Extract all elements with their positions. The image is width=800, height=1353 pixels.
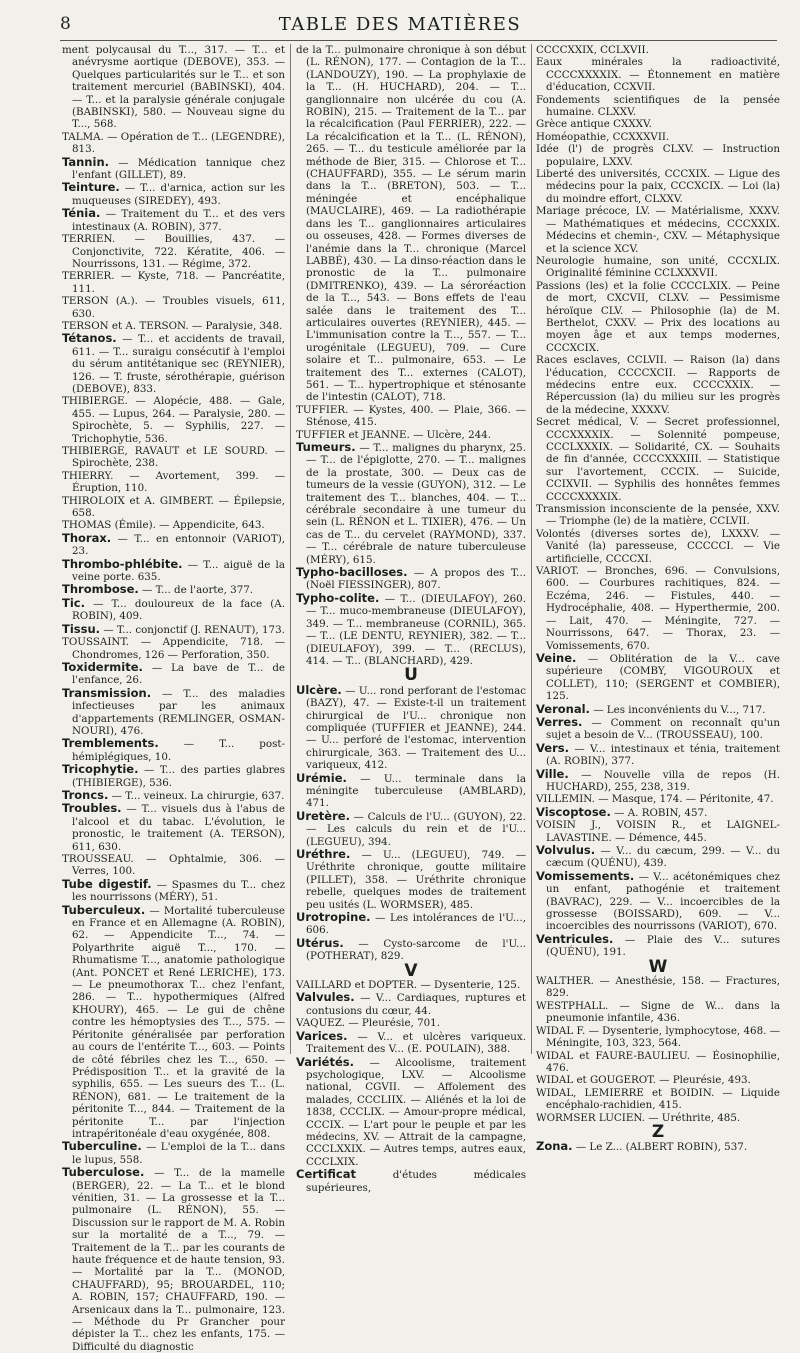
entry-text: THIBIERGE. — Alopécie, 488. — Gale, 455. — Lupus, 264. — Paralysie, 280. — Spirochète, 5. — Syphilis, 227. — Trichophytie, 536.	[62, 395, 285, 445]
index-entry	[62, 763, 285, 789]
entry-text: — U... terminale dans la méningite tuberculeuse (AMBLARD), 471.	[306, 772, 526, 810]
section-letter: V	[404, 960, 418, 981]
entry-text: Volontés (diverses sortes de), LXXXV. — Vanité (la) paresseuse, CCCCCI. — Vie artificielle, CCCCXI.	[536, 527, 780, 565]
entry-headword: Uréthre.	[296, 847, 351, 861]
entry-text: — T... (DIEULAFOY), 260. — T... muco-membraneuse (DIEULAFOY), 349. — T... membraneuse (CORNIL), 365. — T... (LE DENTU, REYNIER), 382. — T... (DIEULAFOY), 399. — T... (RECLUS), 414. — T... (BLANCHARD), 429.	[306, 592, 526, 667]
entry-text: Homéopathie, CCXXXVII.	[536, 130, 670, 143]
entry-headword: Typho-bacilloses.	[296, 565, 408, 580]
index-entry	[536, 528, 780, 565]
entry-text: THOMAS (Émile). — Appendicite, 643.	[62, 519, 265, 532]
index-entry	[296, 592, 526, 667]
entry-headword: Ville.	[536, 766, 569, 781]
index-entry	[536, 716, 780, 742]
index-entry	[296, 44, 526, 404]
index-entry	[536, 44, 780, 56]
entry-text: — Traitement du T... et des vers intestinaux (A. ROBIN), 377.	[72, 208, 286, 233]
index-entry	[536, 94, 780, 119]
entry-headword: Troubles.	[62, 801, 122, 816]
index-entry	[62, 583, 285, 596]
index-entry	[62, 332, 285, 395]
entry-text: TUFFIER et JEANNE. — Ulcère, 244.	[296, 428, 492, 441]
index-entry	[296, 566, 526, 592]
entry-headword: Variétés.	[296, 1054, 354, 1069]
index-entry	[536, 1087, 780, 1112]
entry-text: — Les inconvénients du V..., 717.	[593, 703, 766, 716]
index-entry	[62, 737, 285, 763]
index-entry	[296, 937, 526, 963]
entry-text: — Calculs de l'U... (GUYON), 22. — Les calculs du rein et de l'U... (LEGUEU), 394.	[306, 810, 526, 848]
entry-text: WIDAL et FAURE-BAULIEU. — Éosinophilie, 476.	[536, 1049, 780, 1074]
entry-text: — Médication tannique chez l'enfant (GILLET), 89.	[72, 156, 285, 182]
index-entry	[296, 1030, 526, 1056]
index-entry	[536, 118, 780, 130]
entry-text: VARIOT. — Bronches, 696. — Convulsions, 600. — Courbures rachitiques, 824. — Eczéma, 246. — Fistules, 440. — Hydrocéphalie, 408. — Hyperthermie, 200. — Lait, 470. — Méningite, 727. — Nourrissons, 647. — Thorax, 23. — Vomissements, 670.	[536, 565, 780, 652]
entry-text: — T... de l'aorte, 377.	[142, 584, 254, 597]
entry-text: — T... d'arnica, action sur les muqueuses (SIREDEY), 493.	[72, 182, 285, 207]
index-entry	[296, 1056, 526, 1169]
index-entry	[536, 768, 780, 794]
index-entry	[296, 848, 526, 911]
index-entry	[62, 207, 285, 233]
entry-headword: Troncs.	[62, 787, 109, 802]
entry-headword: Thorax.	[62, 530, 112, 545]
index-entry	[536, 280, 780, 354]
section-letter: W	[648, 956, 668, 977]
entry-text: — Comment on reconnaît qu'un sujet a besoin de V... (TROUSSEAU), 100.	[546, 716, 780, 742]
entry-headword: Viscoptose.	[536, 804, 611, 819]
index-entry	[62, 495, 285, 520]
index-entry	[62, 532, 285, 558]
index-entry	[62, 44, 285, 131]
index-entry	[62, 636, 285, 661]
entry-headword: Volvulus.	[536, 843, 596, 857]
entry-text: de la T... pulmonaire chronique à son début (L. RÉNON), 177. — Contagion de la T... (LANDOUZY), 190. — La prophylaxie de la T... (H. HUCHARD), 204. — T... ganglionnaire non ulcérée du cou (A. ROBIN), 215. — Traitement de la T... par la récalcification (Paul FERRIER), 222. — La récalcification et la T... (L. RÉNON), 265. — T... du testicule améliorée par la méthode de Bier, 315. — Chlorose et T... (CHAUFFARD), 355. — Le sérum marin dans la T... (BRETON), 503. — T... méningée et encéphalique (MAUCLAIRE), 469. — La radiothérapie dans les T... ganglionnaires articulaires ou osseuses, 428. — Formes diverses de l'anémie dans la T... chronique (Marcel LABBÉ), 430. — La dinso-réaction dans le pronostic de la T... pulmonaire (DMITRENKO), 439. — La séroréaction de la T..., 543. — Bons effets de l'eau salée dans le traitement des T... articulaires ouvertes (REYNIER), 445. — L'immunisation contre la T..., 557. — T... urogénitale (LEGUEU), 709. — Cure solaire et T... pulmonaire, 653. — Le traitement des T... externes (CALOT), 561. — T... hypertrophique et sténosante de l'intestin (CALOT), 718.	[296, 44, 526, 404]
entry-headword: Tube digestif.	[62, 876, 152, 891]
page-number: 8	[60, 14, 71, 34]
entry-headword: Tuberculose.	[62, 1165, 145, 1180]
entry-text: — T... visuels dus à l'abus de l'alcool et du tabac. L'évolution, le pronostic, le traitement (A. TERSON), 611, 630.	[72, 803, 285, 853]
entry-headword: Varices.	[296, 1028, 348, 1043]
entry-text: — V... et ulcères variqueux. Traitement des V... (E. POULAIN), 388.	[306, 1030, 526, 1056]
index-entry	[62, 181, 285, 207]
index-entry	[62, 131, 285, 156]
entry-text: — Le Z... (ALBERT ROBIN), 537.	[575, 1141, 748, 1154]
entry-text: — V... intestinaux et ténia, traitement (A. ROBIN), 377.	[546, 742, 780, 768]
index-entry	[62, 904, 285, 1141]
entry-headword: Valvules.	[296, 990, 355, 1005]
index-entry	[62, 802, 285, 853]
entry-text: CCCCXXIX, CCLXVII.	[536, 44, 649, 56]
entry-headword: Typho-colite.	[296, 590, 380, 605]
entry-text: d'études médicales supérieures,	[306, 1169, 526, 1194]
entry-headword: Tannin.	[62, 154, 109, 169]
index-entry	[536, 975, 780, 1000]
entry-text: — T... douloureux de la face (A. ROBIN), 409.	[72, 597, 286, 623]
index-entry	[62, 156, 285, 182]
entry-headword: Ventricules.	[536, 931, 614, 946]
entry-text: VOISIN J., VOISIN R., et LAIGNEL-LAVASTINE. — Démence, 445.	[536, 819, 780, 844]
entry-headword: Vers.	[536, 740, 569, 755]
index-entry	[62, 558, 285, 584]
entry-text: TERRIEN. — Bouillies, 437. — Conjonctivite, 722. Kératite, 406. — Nourrissons, 131. — Régime, 372.	[62, 233, 285, 270]
entry-text: Transmission inconsciente de la pensée, XXV. — Triomphe (le) de la matière, CCLVII.	[536, 503, 780, 528]
entry-headword: Ulcère.	[296, 682, 342, 697]
entry-headword: Tuberculine.	[62, 1139, 142, 1154]
index-entry	[536, 1025, 780, 1050]
entry-text: — U... rond perforant de l'estomac (BAZY), 47. — Existe-t-il un traitement chirurgical de l'U... chronique non compliquée (TUFFIER et JEANNE), 244. — U... perforé de l'estomac, intervention chirurgicale, 363. — Traitement des U... variqueux, 412.	[306, 684, 526, 772]
entry-headword: Tumeurs.	[296, 440, 356, 454]
entry-text: TUFFIER. — Kystes, 400. — Plaie, 366. — Sténose, 415.	[296, 403, 526, 429]
index-entry	[62, 853, 285, 878]
entry-text: — T... veineux. La chirurgie, 637.	[111, 789, 285, 802]
entry-headword: Verres.	[536, 714, 583, 729]
index-entry	[536, 56, 780, 93]
index-entry	[62, 878, 285, 904]
entry-headword: Zona.	[536, 1139, 573, 1154]
entry-headword: Uretère.	[296, 808, 350, 823]
index-entry	[536, 143, 780, 168]
index-entry	[296, 911, 526, 937]
entry-text: Idée (l') de progrès CLXV. — Instruction populaire, LXXV.	[536, 143, 780, 168]
index-column-1	[62, 44, 286, 1353]
entry-headword: Veine.	[536, 650, 577, 665]
entry-headword: Thrombose.	[62, 582, 139, 597]
entry-headword: Urotropine.	[296, 910, 371, 925]
index-entry	[536, 844, 780, 870]
index-entry	[536, 742, 780, 768]
index-entry	[62, 597, 285, 623]
index-entry	[536, 1074, 780, 1086]
entry-text: THIBIERGE, RAVAUT et LE SOURD. — Spirochète, 238.	[62, 445, 285, 470]
entry-text: — T... post-hémiplégiques, 10.	[72, 738, 285, 763]
entry-text: THIROLOIX et A. GIMBERT. — Épilepsie, 658.	[62, 494, 285, 520]
entry-text: — Nouvelle villa de repos (H. HUCHARD), 255, 238, 319.	[546, 768, 780, 793]
entry-text: — Mortalité tuberculeuse en France et en Allemagne (A. ROBIN), 62. — Appendicite T..., 74. — Polyarthrite aiguë T..., 170. — Rhumatisme T..., anatomie pathologique (Ant. PONCET et René LERICHE), 173. — Le pneumothorax T... chez l'enfant, 286. — T... hypothermiques (Alfred KHOURY), 465. — Le gui de chêne contre les hémoptysies des T..., 575. — Péritonite généralisée par perforation au cours de l'entérite T..., 603. — Points de côté fébriles chez les T..., 650. — Prédisposition T... et la gravité de la syphilis, 655. — Les sueurs des T... (L. RÉNON), 681. — Le traitement de la péritonite T..., 844. — Traitement de la péritonite T... par l'injection intrapéritonéale d'eau oxygénée, 808.	[72, 904, 285, 1140]
index-entry	[536, 870, 780, 933]
page-title: TABLE DES MATIÈRES	[278, 14, 522, 35]
index-entry	[62, 295, 285, 320]
entry-text: WIDAL et GOUGEROT. — Pleurésie, 493.	[536, 1074, 751, 1087]
index-entry	[536, 503, 780, 528]
index-entry	[536, 416, 780, 503]
index-entry	[536, 1050, 780, 1075]
index-entry	[62, 687, 285, 738]
entry-headword: Ténia.	[62, 206, 101, 221]
entry-text: VAQUEZ. — Pleurésie, 701.	[296, 1017, 441, 1030]
entry-headword: Tic.	[62, 595, 85, 610]
index-entry	[62, 1140, 285, 1166]
index-column-2	[296, 44, 526, 1194]
section-letter: Z	[651, 1121, 665, 1142]
entry-text: TROUSSEAU. — Ophtalmie, 306. — Verres, 100.	[62, 853, 285, 878]
entry-text: — Spasmes du T... chez les nourrissons (MÉRY), 51.	[72, 878, 285, 904]
index-entry	[536, 933, 780, 959]
entry-headword: Tuberculeux.	[62, 902, 146, 917]
index-entry	[296, 441, 526, 566]
entry-text: — V... Cardiaques, ruptures et contusions du cœur, 44.	[306, 992, 526, 1017]
entry-text: — L'emploi de la T... dans le lupus, 558.	[72, 1141, 285, 1166]
index-entry	[62, 270, 285, 295]
entry-headword: Tissu.	[62, 621, 101, 636]
index-column-3	[536, 44, 781, 1154]
entry-headword: Tremblements.	[62, 736, 159, 751]
entry-text: TERSON et A. TERSON. — Paralysie, 348.	[62, 319, 283, 332]
entry-text: Eaux minérales la radioactivité, CCCCXXXXIX. — Étonnement en matière d'éducation, CCXVII.	[536, 56, 780, 94]
index-entry	[536, 652, 780, 703]
entry-text: Fondements scientifiques de la pensée humaine. CLXXV.	[536, 93, 780, 119]
entry-text: — Alcoolisme, traitement psychologique, LXV. — Alcoolisme national, CGVII. — Affolement des malades, CCCLIIX. — Aliénés et la loi de 1838, CCCLIX. — Amour-propre médical, CCCIX. — L'art pour le peuple et par les médecins, XV. — Attrait de la campagne, CCCLXXIX. — Autres temps, autres eaux, CCCLXIX.	[306, 1056, 526, 1168]
entry-headword: Utérus.	[296, 935, 344, 950]
entry-text: VAILLARD et DOPTER. — Dysenterie, 125.	[296, 979, 521, 992]
entry-text: — T... conjonctif (J. RENAUT), 173.	[103, 623, 285, 636]
entry-text: — T... de la mamelle (BERGER), 22. — La T... et le blond vénitien, 31. — La grossesse et la T... pulmonaire (L. RÉNON), 55. — Discussion sur le rapport de M. A. Robin sur la mortalité de a T..., 79. — Traitement de la T... par les courants de haute fréquence et de haute tension, 93. — Mortalité par la T... (MONOD, CHAUFFARD), 95; BROUARDEL, 110; A. ROBIN, 157; CHAUFFARD, 190. — Arsenicaux dans la T... pulmonaire, 123. — Méthode du Pr Grancher pour dépister la T... chez les enfants, 175. — Difficulté du diagnostic	[72, 1167, 285, 1353]
index-entry	[536, 703, 780, 716]
entry-headword: Transmission.	[62, 685, 152, 700]
index-entry	[62, 395, 285, 445]
index-entry	[536, 255, 780, 280]
index-entry	[536, 354, 780, 416]
column-divider	[290, 44, 291, 1054]
index-entry	[296, 404, 526, 429]
entry-text: WALTHER. — Anesthésie, 158. — Fractures, 829.	[536, 975, 780, 1000]
entry-text: — T... des maladies infectieuses par les animaux d'appartements (REMLINGER, OSMAN-NOURI), 476.	[72, 687, 286, 737]
index-entry	[536, 1000, 780, 1025]
entry-text: Neurologie humaine, son unité, CCCXLIX. Originalité féminine CCLXXXVII.	[536, 254, 780, 280]
index-entry	[536, 806, 780, 819]
entry-text: THIERRY. — Avortement, 399. — Éruption, 110.	[62, 469, 285, 495]
entry-text: VILLEMIN. — Masque, 174. — Péritonite, 47.	[536, 793, 774, 806]
entry-headword: Vomissements.	[536, 868, 635, 883]
entry-text: TOUSSAINT. — Appendicite, 718. — Chondromes, 126 — Perforation, 350.	[62, 636, 285, 661]
entry-headword: Teinture.	[62, 180, 120, 195]
entry-text: Grèce antique CXXXV.	[536, 118, 652, 131]
entry-headword: Tricophytie.	[62, 762, 139, 777]
index-entry	[62, 233, 285, 270]
entry-text: — T... et accidents de travail, 611. — T... suraigu consécutif à l'emploi du sérum antitétanique sec (REYNIER), 126. — T. fruste, sérothérapie, guérison (DEBOVE), 833.	[72, 333, 285, 395]
entry-headword: Toxidermite.	[62, 659, 143, 674]
index-entry	[62, 470, 285, 495]
index-entry	[296, 810, 526, 848]
index-entry	[296, 684, 526, 772]
entry-text: ment polycausal du T..., 317. — T... et anévrysme aortique (DEBOVE), 353. — Quelques particularités sur le T... et son traitement mercuriel (BABINSKI), 404. — T... et la paralysie générale conjugale (BABINSKI), 580. — Nouveau signe du T..., 568.	[62, 44, 285, 131]
entry-text: WIDAL, LEMIERRE et BOIDIN. — Liquide encéphalo-rachidien, 415.	[536, 1086, 780, 1112]
section-letter: U	[404, 665, 418, 686]
entry-text: Liberté des universités, CCCXIX. — Ligue des médecins pour la paix, CCCXCIX. — Loi (la) du moindre effort, CLXXV.	[536, 168, 780, 205]
entry-text: TALMA. — Opération de T... (LEGENDRE), 813.	[62, 130, 285, 156]
entry-headword: Certificat	[296, 1167, 356, 1182]
entry-text: — T... malignes du pharynx, 25. — T... de l'épiglotte, 270. — T... malignes de la prostate, 300. — Deux cas de tumeurs de la vessie (GUYON), 312. — Le traitement des T... blanches, 404. — T... cérébrale secondaire à une tumeur du sein (L. RÉNON et L. TIXIER), 476. — Un cas de T... du cervelet (RAYMOND), 337. — T... cérébrale de nature tuberculeuse (MÉRY), 615.	[306, 442, 526, 566]
entry-text: — T... en entonnoir (VARIOT), 23.	[72, 532, 286, 558]
page-header	[0, 8, 800, 38]
index-entry	[536, 168, 780, 205]
entry-text: — V... acétonémiques chez un enfant, pathogénie et traitement (BAVRAC), 229. — V... incoercibles de la grossesse (BOISSARD), 609. — V... incoercibles des nourrissons (VARIOT), 670.	[546, 870, 780, 933]
index-entry	[536, 819, 780, 844]
entry-text: — Cysto-sarcome de l'U... (POTHERAT), 829.	[306, 937, 526, 963]
index-entry	[62, 789, 285, 802]
entry-text: — Les intolérances de l'U..., 606.	[306, 912, 526, 937]
entry-text: TERSON (A.). — Troubles visuels, 611, 630.	[62, 295, 285, 320]
index-entry	[536, 565, 780, 652]
index-entry	[62, 1166, 285, 1353]
index-entry	[296, 772, 526, 810]
entry-text: Mariage précoce, LV. — Matérialisme, XXXV. — Mathématiques et médecins, CCCXXIX. Médecins et chemin-, CXV. — Métaphysique et la science XCV.	[536, 205, 780, 255]
entry-text: WIDAL F. — Dysenterie, lymphocytose, 468. — Méningite, 103, 323, 564.	[536, 1024, 780, 1050]
entry-text: — T... aiguë de la veine porte. 635.	[72, 558, 285, 584]
index-entry	[62, 661, 285, 687]
entry-headword: Thrombo-phlébite.	[62, 556, 183, 571]
index-entry	[536, 205, 780, 255]
entry-text: Races esclaves, CCLVII. — Raison (la) dans l'éducation, CCCCXCII. — Rapports de médecins entre eux. CCCCXXIX. — Répercussion (la) du milieu sur les progrès de la médecine, XXXXV.	[536, 354, 780, 416]
column-divider	[531, 44, 532, 1054]
header-rule	[60, 40, 777, 41]
entry-text: — U... (LEGUEU), 749. — Uréthrite chronique, goutte militaire (PILLET), 358. — Uréthrite chronique rebelle, quelques modes de traitement peu usités (L. WORMSER), 485.	[306, 849, 526, 911]
index-entry	[62, 445, 285, 470]
entry-text: WORMSER LUCIEN. — Uréthrite, 485.	[536, 1111, 741, 1124]
entry-text: TERRIER. — Kyste, 718. — Pancréatite, 111.	[62, 270, 285, 295]
entry-text: — V... du cæcum, 299. — V... du cæcum (QUÉNU), 439.	[546, 845, 780, 870]
index-entry	[536, 131, 780, 143]
entry-headword: Urémie.	[296, 770, 347, 785]
entry-headword: Veronal.	[536, 701, 590, 716]
entry-text: — La bave de T... de l'enfance, 26.	[72, 661, 285, 687]
entry-text: — Oblitération de la V... cave supérieure (COMBY, VIGOUROUX et COLLET), 110; (SERGENT et COMBIER), 125.	[546, 652, 780, 703]
index-entry	[296, 991, 526, 1017]
entry-text: — A propos des T... (Noël FIESSINGER), 807.	[306, 567, 526, 592]
entry-headword: Tétanos.	[62, 331, 117, 346]
entry-text: Passions (les) et la folie CCCCLXIX. — Peine de mort, CXCVII, CLXV. — Pessimisme héroïque CLV. — Philosophie (la) de M. Berthelot, CXXV. — Prix des locations au moyen âge et aux temps modernes, CCCXCIX.	[536, 279, 780, 354]
index-entry	[62, 623, 285, 636]
index-entry	[536, 1140, 780, 1153]
entry-text: — T... des parties glabres (THIBIERGE), 536.	[72, 764, 285, 789]
entry-text: WESTPHALL. — Signe de W... dans la pneumonie infantile, 436.	[536, 999, 780, 1025]
entry-text: Secret médical, V. — Secret professionnel, CCCXXXXIX. — Solennité pompeuse, CCCLXXXIX. — Solidarité, CX. — Souhaits de fin d'année, CCCCXXXIII. — Statistique sur l'avortement, CCCIX. — Suicide, CCIXVII. — Syphilis des honnêtes femmes CCCCXXXXIX.	[536, 416, 780, 503]
index-entry	[296, 1168, 526, 1194]
entry-text: — A. ROBIN, 457.	[614, 806, 708, 819]
entry-text: — Plaie des V... sutures (QUÉNU), 191.	[546, 933, 781, 959]
